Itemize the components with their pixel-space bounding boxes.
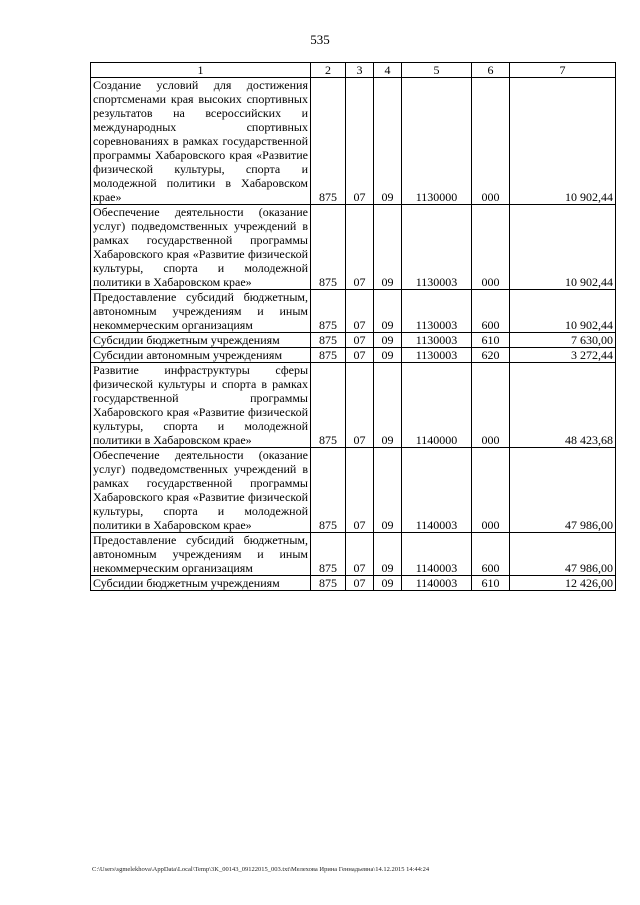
- row-amount-cell: 10 902,44: [510, 78, 616, 205]
- page-number: 535: [310, 32, 330, 47]
- row-subsection-cell: 09: [374, 533, 402, 576]
- row-type-cell: 600: [472, 533, 510, 576]
- row-type-cell: 000: [472, 363, 510, 448]
- row-amount-cell: 10 902,44: [510, 205, 616, 290]
- row-section-cell: 07: [346, 363, 374, 448]
- row-section-cell: 07: [346, 348, 374, 363]
- row-amount-cell: 10 902,44: [510, 290, 616, 333]
- row-target-cell: 1130003: [402, 290, 472, 333]
- table-row: [91, 363, 616, 448]
- row-code-cell: 875: [311, 448, 346, 533]
- column-header: 2: [311, 63, 346, 78]
- row-amount-cell: 47 986,00: [510, 533, 616, 576]
- row-section-cell: 07: [346, 448, 374, 533]
- footer-file-path: C:\Users\sgmelekhova\AppData\Local\Temp\3K_00143_09122015_003.txt\Мелехова Ирина Геннадьевна\14.12.2015 14:44:24: [92, 866, 430, 873]
- row-code-cell: 875: [311, 78, 346, 205]
- table-row: [91, 448, 616, 533]
- column-header: 3: [346, 63, 374, 78]
- row-target-cell: 1130000: [402, 78, 472, 205]
- row-code-cell: 875: [311, 290, 346, 333]
- row-section-cell: 07: [346, 576, 374, 591]
- row-name-cell: Развитие инфраструктуры сферы физической культуры и спорта в рамках государственной программы Хабаровского края «Развитие физической культуры, спорта и молодежной политики в Хабаровском крае»: [91, 363, 311, 448]
- row-subsection-cell: 09: [374, 448, 402, 533]
- row-target-cell: 1140003: [402, 448, 472, 533]
- row-name-cell: Субсидии автономным учреждениям: [91, 348, 311, 363]
- row-subsection-cell: 09: [374, 363, 402, 448]
- row-amount-cell: 48 423,68: [510, 363, 616, 448]
- table-row: [91, 533, 616, 576]
- table-row: [91, 333, 616, 348]
- row-code-cell: 875: [311, 363, 346, 448]
- row-amount-cell: 12 426,00: [510, 576, 616, 591]
- column-header: 7: [510, 63, 616, 78]
- row-subsection-cell: 09: [374, 348, 402, 363]
- row-name-cell: Субсидии бюджетным учреждениям: [91, 576, 311, 591]
- row-subsection-cell: 09: [374, 333, 402, 348]
- row-target-cell: 1130003: [402, 348, 472, 363]
- row-section-cell: 07: [346, 533, 374, 576]
- row-code-cell: 875: [311, 333, 346, 348]
- row-amount-cell: 3 272,44: [510, 348, 616, 363]
- row-target-cell: 1130003: [402, 205, 472, 290]
- row-target-cell: 1140000: [402, 363, 472, 448]
- row-code-cell: 875: [311, 576, 346, 591]
- row-type-cell: 620: [472, 348, 510, 363]
- row-subsection-cell: 09: [374, 290, 402, 333]
- table-row: [91, 205, 616, 290]
- column-header: 1: [91, 63, 311, 78]
- row-section-cell: 07: [346, 205, 374, 290]
- row-name-cell: Предоставление субсидий бюджетным, автономным учреждениям и иным некоммерческим организациям: [91, 533, 311, 576]
- row-name-cell: Создание условий для достижения спортсменами края высоких спортивных результатов на всероссийских и международных спортивных соревнованиях в рамках государственной программы Хабаровского края «Развитие физической культуры, спорта и молодежной политики в Хабаровском крае»: [91, 78, 311, 205]
- row-type-cell: 610: [472, 333, 510, 348]
- table-header-row: [91, 63, 616, 78]
- row-name-cell: Обеспечение деятельности (оказание услуг) подведомственных учреждений в рамках государственной программы Хабаровского края «Развитие физической культуры, спорта и молодежной политики в Хабаровском крае»: [91, 448, 311, 533]
- budget-table: [90, 62, 616, 591]
- table-row: [91, 290, 616, 333]
- row-subsection-cell: 09: [374, 205, 402, 290]
- row-type-cell: 610: [472, 576, 510, 591]
- row-amount-cell: 7 630,00: [510, 333, 616, 348]
- row-type-cell: 000: [472, 448, 510, 533]
- row-type-cell: 000: [472, 78, 510, 205]
- row-type-cell: 600: [472, 290, 510, 333]
- row-name-cell: Субсидии бюджетным учреждениям: [91, 333, 311, 348]
- column-header: 4: [374, 63, 402, 78]
- row-code-cell: 875: [311, 348, 346, 363]
- row-target-cell: 1140003: [402, 576, 472, 591]
- row-subsection-cell: 09: [374, 576, 402, 591]
- row-section-cell: 07: [346, 78, 374, 205]
- row-subsection-cell: 09: [374, 78, 402, 205]
- row-code-cell: 875: [311, 533, 346, 576]
- table-row: [91, 348, 616, 363]
- row-type-cell: 000: [472, 205, 510, 290]
- row-amount-cell: 47 986,00: [510, 448, 616, 533]
- column-header: 5: [402, 63, 472, 78]
- table-body: [91, 78, 616, 591]
- row-section-cell: 07: [346, 290, 374, 333]
- row-target-cell: 1140003: [402, 533, 472, 576]
- row-target-cell: 1130003: [402, 333, 472, 348]
- table-row: [91, 78, 616, 205]
- row-name-cell: Предоставление субсидий бюджетным, автономным учреждениям и иным некоммерческим организациям: [91, 290, 311, 333]
- row-name-cell: Обеспечение деятельности (оказание услуг) подведомственных учреждений в рамках государственной программы Хабаровского края «Развитие физической культуры, спорта и молодежной политики в Хабаровском крае»: [91, 205, 311, 290]
- column-header: 6: [472, 63, 510, 78]
- row-section-cell: 07: [346, 333, 374, 348]
- row-code-cell: 875: [311, 205, 346, 290]
- table-row: [91, 576, 616, 591]
